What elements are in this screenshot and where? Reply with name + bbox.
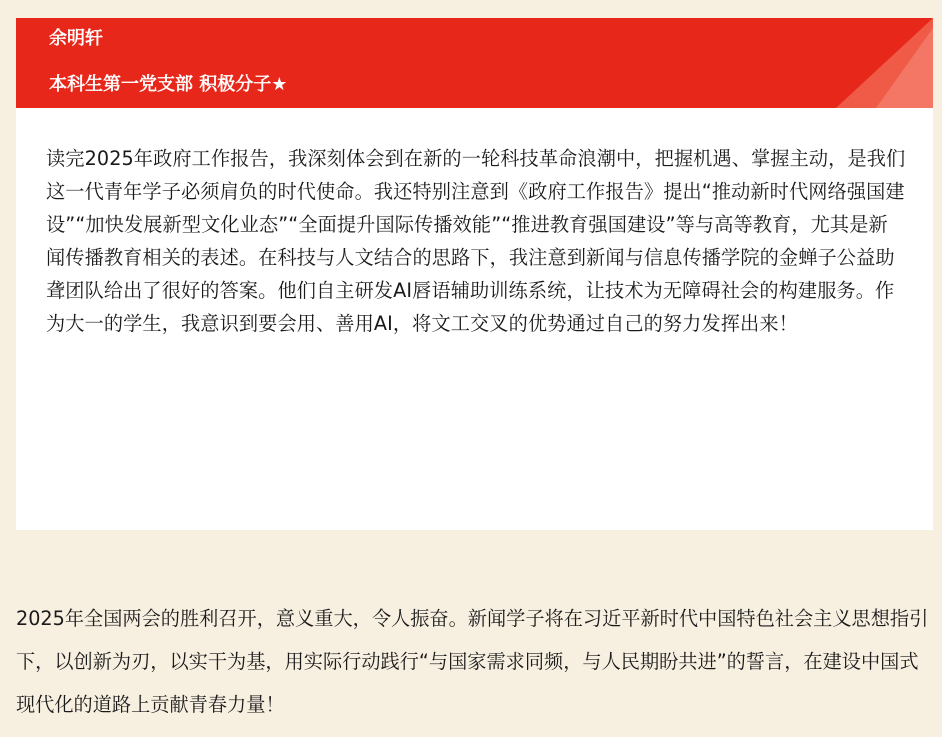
closing-paragraph: 2025年全国两会的胜利召开，意义重大，令人振奋。新闻学子将在习近平新时代中国特色社会主义思想指引下，以创新为刃，以实干为基，用实际行动践行“与国家需求同频，与人民期盼共进”的誓言，在建设中国式现代化的道路上贡献青春力量！ <box>16 607 929 716</box>
author-role: 本科生第一党支部 积极分子★ <box>49 74 288 95</box>
card-banner <box>16 18 933 108</box>
testimonial-card <box>16 18 933 530</box>
testimonial-text: 读完2025年政府工作报告，我深刻体会到在新的一轮科技革命浪潮中，把握机遇、掌握主动，是我们这一代青年学子必须肩负的时代使命。我还特别注意到《政府工作报告》提出“推动新时代网络强国建设”“加快发展新型文化业态”“全面提升国际传播效能”“推进教育强国建设”等与高等教育，尤其是新闻传播教育相关的表述。在科技与人文结合的思路下，我注意到新闻与信息传播学院的金蝉子公益助聋团队给出了很好的答案。他们自主研发AI唇语辅助训练系统，让技术为无障碍社会的构建服务。作为大一的学生，我意识到要会用、善用AI，将文工交叉的优势通过自己的努力发挥出来！ <box>46 147 906 335</box>
author-name: 余明轩 <box>49 28 103 49</box>
